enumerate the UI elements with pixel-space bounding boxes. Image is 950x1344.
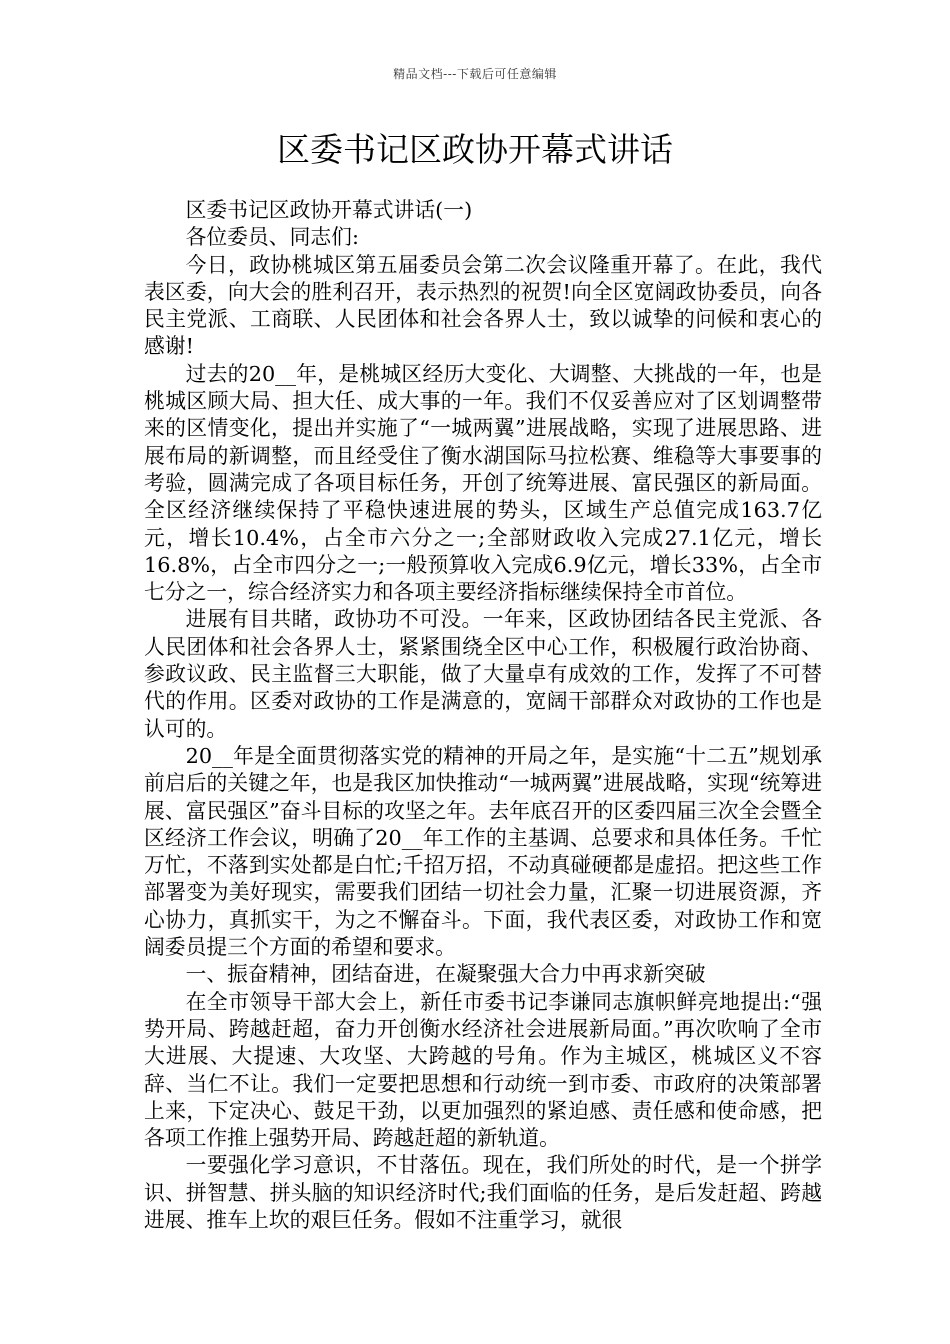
document-title: 区委书记区政协开幕式讲话 bbox=[277, 130, 673, 169]
body-paragraph: 今日，政协桃城区第五届委员会第二次会议隆重开幕了。在此，我代表区委，向大会的胜利召开，表示热烈的祝贺!向全区宽阔政协委员，向各民主党派、工商联、人民团体和社会各界人士，致以诚挚的问候和衷心的感谢! bbox=[144, 252, 822, 359]
salutation-paragraph: 各位委员、同志们: bbox=[185, 225, 359, 250]
section-heading: 一、振奋精神，团结奋进，在凝聚强大合力中再求新突破 bbox=[185, 962, 706, 987]
body-paragraph: 20__年是全面贯彻落实党的精神的开局之年，是实施“十二五”规划承前启后的关键之年，也是我区加快推动“一城两翼”进展战略，实现“统筹进展、富民强区”奋斗目标的攻坚之年。去年底召开的区委四届三次全会暨全区经济工作会议，明确了20__年工作的主基调、总要求和具体任务。千忙万忙，不落到实处都是白忙;千招万招，不动真碰硬都是虚招。把这些工作部署变为美好现实，需要我们团结一切社会力量，汇聚一切进展资源，齐心协力，真抓实干，为之不懈奋斗。下面，我代表区委，对政协工作和宽阔委员提三个方面的希望和要求。 bbox=[144, 743, 822, 960]
body-paragraph: 一要强化学习意识，不甘落伍。现在，我们所处的时代，是一个拼学识、拼智慧、拼头脑的知识经济时代;我们面临的任务，是后发赶超、跨越进展、推车上坎的艰巨任务。假如不注重学习，就很 bbox=[144, 1153, 822, 1232]
body-paragraph: 在全市领导干部大会上，新任市委书记李谦同志旗帜鲜亮地提出:“强势开局、跨越赶超，奋力开创衡水经济社会进展新局面。”再次吹响了全市大进展、大提速、大攻坚、大跨越的号角。作为主城区，桃城区义不容辞、当仁不让。我们一定要把思想和行动统一到市委、市政府的决策部署上来，下定决心、鼓足干劲，以更加强烈的紧迫感、责任感和使命感，把各项工作推上强势开局、跨越赶超的新轨道。 bbox=[144, 989, 822, 1151]
body-paragraph: 进展有目共睹，政协功不可没。一年来，区政协团结各民主党派、各人民团体和社会各界人士，紧紧围绕全区中心工作，积极履行政治协商、参政议政、民主监督三大职能，做了大量卓有成效的工作，发挥了不可替代的作用。区委对政协的工作是满意的，宽阔干部群众对政协的工作也是认可的。 bbox=[144, 607, 822, 741]
subtitle-paragraph: 区委书记区政协开幕式讲话(一) bbox=[185, 198, 473, 222]
header-watermark: 精品文档---下载后可任意编辑 bbox=[393, 67, 557, 81]
document-body bbox=[144, 197, 822, 1234]
body-paragraph: 过去的20__年，是桃城区经历大变化、大调整、大挑战的一年，也是桃城区顾大局、担大任、成大事的一年。我们不仅妥善应对了区划调整带来的区情变化，提出并实施了“一城两翼”进展战略，实现了进展思路、进展布局的新调整，而且经受住了衡水湖国际马拉松赛、维稳等大事要事的考验，圆满完成了各项目标任务，开创了统筹进展、富民强区的新局面。全区经济继续保持了平稳快速进展的势头，区域生产总值完成163.7亿元，增长10.4%，占全市六分之一;全部财政收入完成27.1亿元，增长16.8%，占全市四分之一;一般预算收入完成6.9亿元，增长33%，占全市七分之一，综合经济实力和各项主要经济指标继续保持全市首位。 bbox=[144, 361, 822, 605]
